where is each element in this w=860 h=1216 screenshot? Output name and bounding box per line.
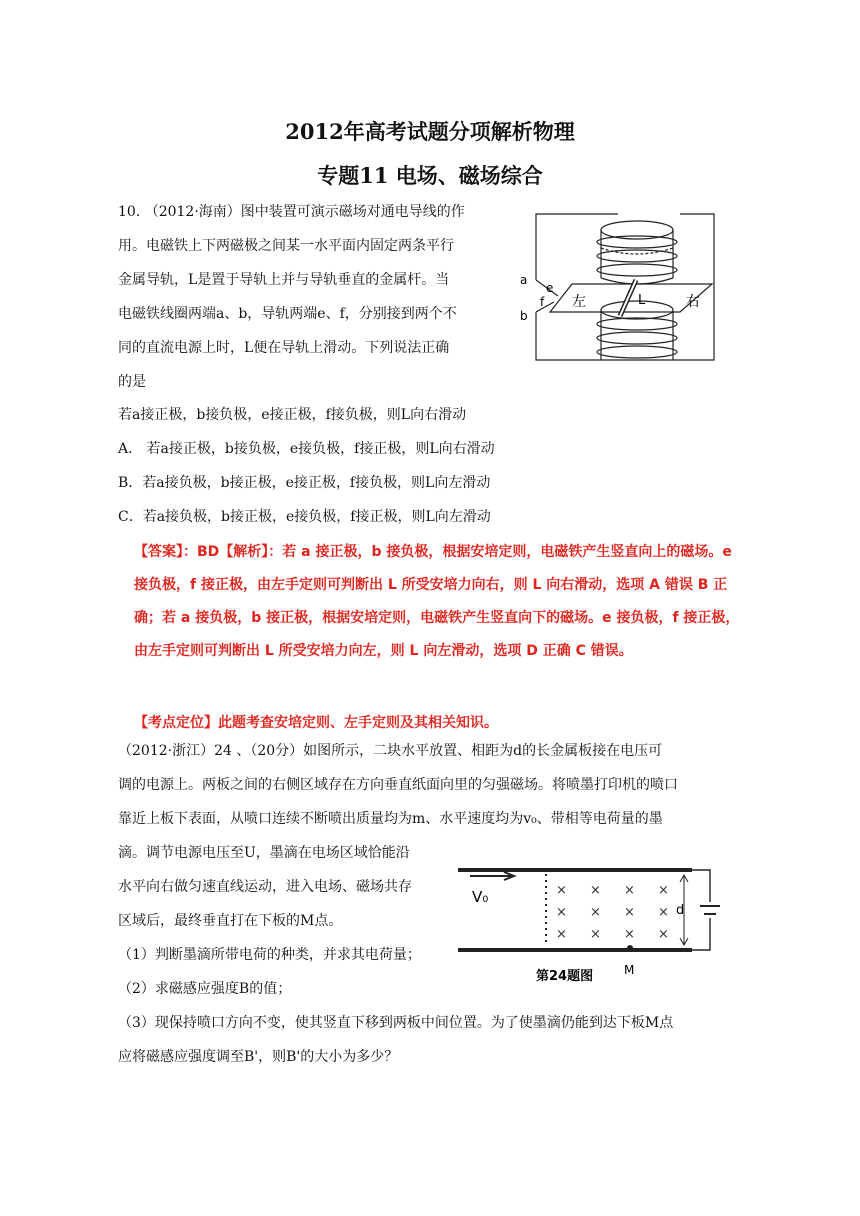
field-cross-icon: × bbox=[624, 883, 635, 898]
plates-figure bbox=[456, 862, 726, 988]
q10-option-c: C．若a接负极，b接正极，e接负极，f接正极，则L向左滑动 bbox=[118, 509, 491, 525]
field-cross-icon: × bbox=[556, 883, 567, 898]
q24-line: 滴。调节电源电压至U，墨滴在电场区域恰能沿 bbox=[118, 845, 410, 861]
q24-line: 区域后，最终垂直打在下板的M点。 bbox=[118, 913, 343, 929]
field-cross-icon: × bbox=[658, 905, 669, 920]
q10-line: 金属导轨，L是置于导轨上并与导轨垂直的金属杆。当 bbox=[118, 272, 450, 288]
label-M: M bbox=[624, 963, 635, 977]
label-L: L bbox=[638, 293, 646, 308]
q10-option: 若a接正极，b接负极，e接正极，f接负极，则L向右滑动 bbox=[118, 407, 467, 423]
field-cross-icon: × bbox=[624, 905, 635, 920]
electromagnet-figure bbox=[510, 210, 730, 370]
field-cross-icon: × bbox=[590, 927, 601, 942]
field-cross-icon: × bbox=[590, 905, 601, 920]
page-subtitle: 专题11 电场、磁场综合 bbox=[317, 163, 543, 188]
q24-line: 靠近上板下表面，从喷口连续不断喷出质量均为m、水平速度均为v₀、带相等电荷量的墨 bbox=[118, 811, 663, 827]
label-v0: V₀ bbox=[472, 888, 489, 906]
q10-line: 同的直流电源上时，L便在导轨上滑动。下列说法正确 bbox=[118, 340, 450, 356]
label-left: 左 bbox=[572, 294, 586, 310]
figure-caption: 第24题图 bbox=[536, 969, 594, 984]
label-a: a bbox=[520, 273, 528, 287]
label-e: e bbox=[546, 281, 554, 295]
q10-line: 用。电磁铁上下两磁极之间某一水平面内固定两条平行 bbox=[118, 238, 454, 254]
q24-line: 调的电源上。两板之间的右侧区域存在方向垂直纸面向里的匀强磁场。将喷墨打印机的喷口 bbox=[118, 777, 678, 793]
field-cross-icon: × bbox=[658, 883, 669, 898]
label-right: 右 bbox=[686, 294, 700, 310]
q24-question-2: （2）求磁感应强度B的值； bbox=[118, 981, 292, 997]
q24-line: （2012·浙江）24 、（20分）如图所示，二块水平放置、相距为d的长金属板接在电压可 bbox=[118, 743, 663, 759]
page-title: 2012年高考试题分项解析物理 bbox=[285, 119, 575, 144]
field-cross-icon: × bbox=[556, 905, 567, 920]
field-cross-icon: × bbox=[658, 927, 669, 942]
q10-option-b: B．若a接负极，b接正极，e接正极，f接负极，则L向左滑动 bbox=[118, 475, 491, 491]
q24-question-1: （1）判断墨滴所带电荷的种类，并求其电荷量； bbox=[118, 947, 421, 963]
q24-line: 应将磁感应强度调至B'，则B'的大小为多少？ bbox=[118, 1049, 399, 1065]
q10-line: 的是 bbox=[118, 374, 146, 390]
field-cross-icon: × bbox=[590, 883, 601, 898]
field-cross-icon: × bbox=[624, 927, 635, 942]
field-cross-icon: × bbox=[556, 927, 567, 942]
label-b: b bbox=[520, 309, 528, 323]
answer-analysis: 【答案】：BD【解析】：若 a 接正极，b 接负极，根据安培定则，电磁铁产生竖直向上的磁场。e 接负极，f 接正极，由左手定则可判断出 L 所受安培力向右，则 L 向右滑动，选项 A 错误 B 正确；若 a 接负极，b 接正极，根据安培定则，电磁铁产生竖直向下的磁场。e 接负极，f 接正极，由左手定则可判断出 L 所受安培力向左，则 L 向左滑动，选项 D 正确 C 错误。 bbox=[134, 544, 740, 659]
knowledge-point: 【考点定位】此题考查安培定则、左手定则及其相关知识。 bbox=[134, 715, 498, 731]
q10-line: 电磁铁线圈两端a、b，导轨两端e、f，分别接到两个不 bbox=[118, 306, 457, 322]
q10-option-a: A． 若a接正极，b接负极，e接负极，f接正极，则L向右滑动 bbox=[118, 441, 495, 457]
q24-question-3: （3）现保持喷口方向不变，使其竖直下移到两板中间位置。为了使墨滴仍能到达下板M点 bbox=[118, 1015, 674, 1031]
q24-line: 水平向右做匀速直线运动，进入电场、磁场共存 bbox=[118, 879, 412, 895]
label-f: f bbox=[540, 295, 545, 309]
label-d: d bbox=[676, 903, 685, 918]
q10-line: 10. （2012·海南）图中装置可演示磁场对通电导线的作 bbox=[118, 204, 465, 220]
